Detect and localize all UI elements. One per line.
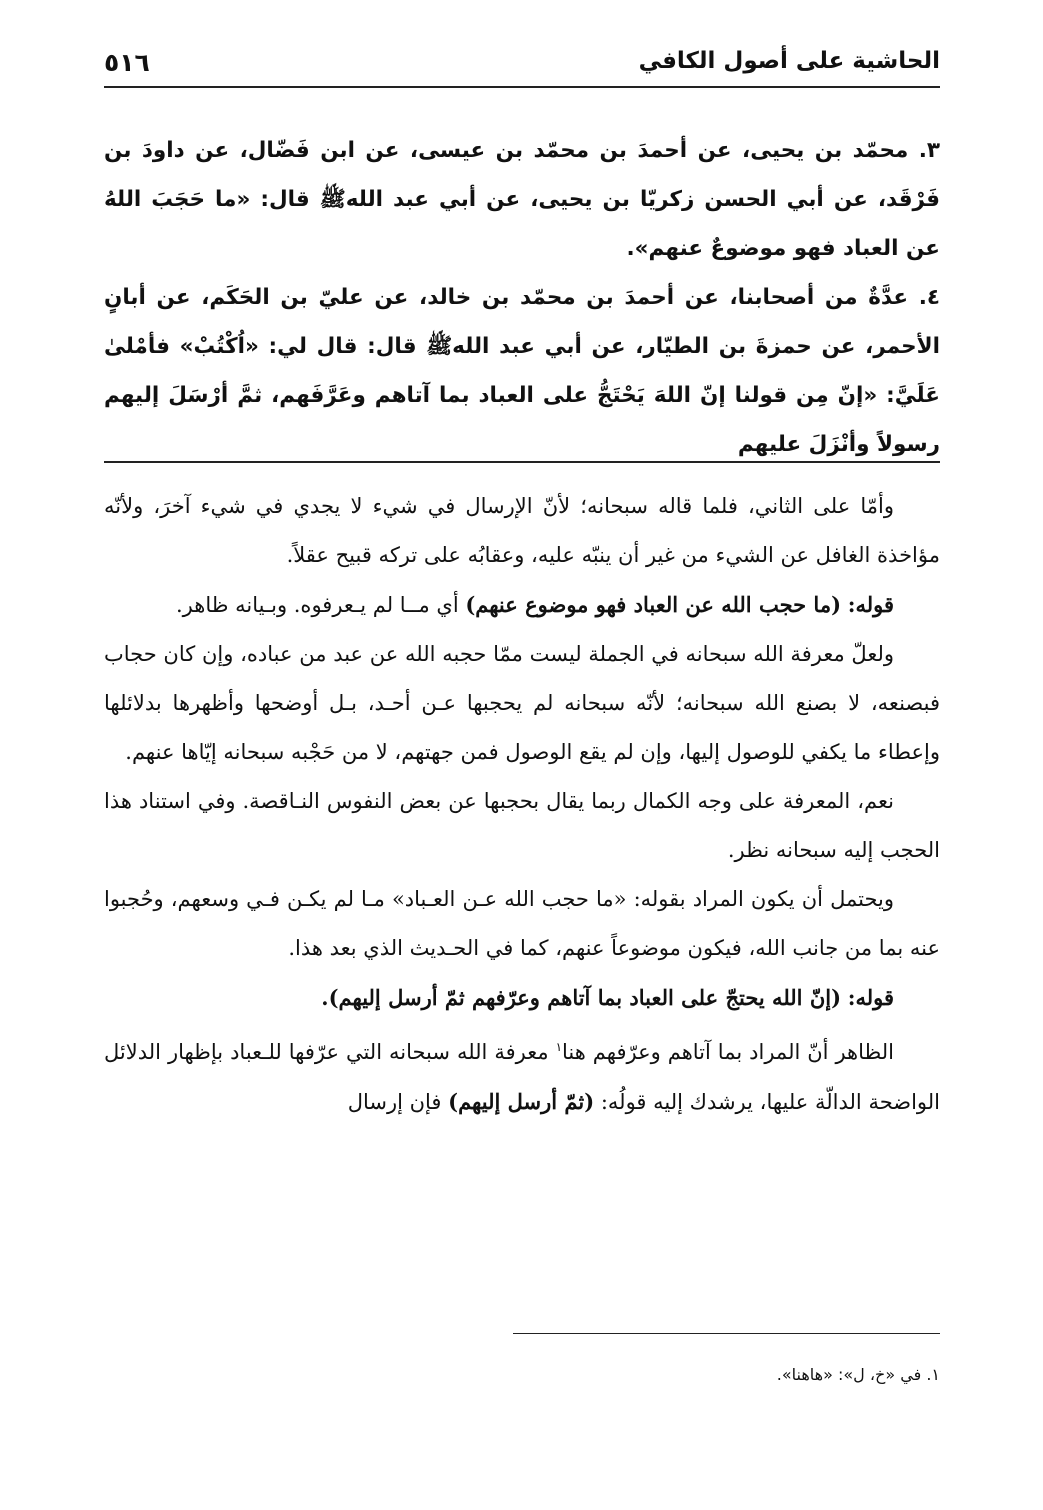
footnote-1: ١. في «خ، ل»: «هاهنا». [776, 1365, 940, 1384]
quoted-phrase: (ثمّ أرسل إليهم) [448, 1089, 595, 1114]
commentary-text: أي مــا لم يـعرفوه. وبـيانه ظاهر. [175, 593, 466, 617]
commentary-text: الظاهر أنّ المراد بما آتاهم وعرّفهم هنا [562, 1040, 894, 1064]
quote-label: قوله: [847, 592, 894, 617]
commentary-paragraph-3: ولعلّ معرفة الله سبحانه في الجملة ليست ممّا حجبه الله عن عبد من عباده، وإن كان حجاب فبصنعه، لا بصنع الله سبحانه؛ لأنّه سبحانه لم يحجبها عـن أحـد، بـل أوضحها وأظهرها بدلائلها وإعطاء ما يكفي للوصول إليها، وإن لم يقع الوصول فمن جهتهم، لا من حَجْبه سبحانه إيّاها عنهم. [104, 642, 940, 764]
quoted-phrase: (ما حجب الله عن العباد فهو موضوع عنهم) [465, 592, 842, 617]
footnote-marker: ١ [555, 1040, 563, 1054]
commentary-paragraph-2 [104, 580, 940, 630]
footnote-divider [513, 1333, 940, 1334]
commentary-paragraph-1: وأمّا على الثاني، فلما قاله سبحانه؛ لأنّ الإرسال في شيء لا يجدي في شيء آخرَ، ولأنّه مؤاخذة الغافل عن الشيء من غير أن ينبّه عليه، وعقابُه على تركه قبيح عقلاً. [104, 494, 940, 567]
quoted-phrase: (إنّ الله يحتجّ على العباد بما آتاهم وعرّفهم ثمّ أرسل إليهم). [321, 985, 842, 1010]
commentary-text: فإن إرسال [347, 1090, 449, 1114]
commentary-paragraph-4: نعم، المعرفة على وجه الكمال ربما يقال بحجبها عن بعض النفوس النـاقصة. وفي استناد هذا الحجب إليه سبحانه نظر. [104, 789, 940, 862]
main-divider [104, 461, 940, 463]
commentary-paragraph-6 [104, 973, 940, 1023]
page-number: ٥١٦ [104, 48, 150, 77]
commentary-paragraph-5: ويحتمل أن يكون المراد بقوله: «ما حجب الله عـن العـباد» مـا لم يكـن فـي وسعهم، وحُجبوا عنه بما من جانب الله، فيكون موضوعاً عنهم، كما في الحـديث الذي بعد هذا. [104, 887, 940, 960]
commentary-section [104, 482, 940, 1127]
footnotes-section [420, 1360, 940, 1390]
commentary-text: معرفة الله سبحانه التي عرّفها للـعباد بإظهار الدلائل الواضحة الدالّة عليها، يرشدك إليه قولُه: [104, 1040, 940, 1114]
hadith-item-3: ٣. محمّد بن يحيى، عن أحمدَ بن محمّد بن عيسى، عن ابن فَضّال، عن داودَ بن فَرْقَد، عن أبي الحسن زكريّا بن يحيى، عن أبي عبد اللهﷺ قال: «ما حَجَبَ اللهُ عن العباد فهو موضوعٌ عنهم». [104, 138, 940, 261]
running-title: الحاشية على أصول الكافي [638, 48, 940, 74]
commentary-paragraph-7 [104, 1023, 940, 1127]
page-header [104, 36, 940, 84]
header-divider [104, 86, 940, 88]
hadith-section [104, 126, 940, 469]
quote-label: قوله: [847, 985, 894, 1010]
hadith-item-4: ٤. عدَّةٌ من أصحابنا، عن أحمدَ بن محمّد بن خالد، عن عليّ بن الحَكَم، عن أبانٍ الأحمر، عن حمزةَ بن الطيّار، عن أبي عبد اللهﷺ قال: قال لي: «اُكْتُبْ» فأمْلىٰ عَلَيَّ: «إنّ مِن قولنا إنّ اللهَ يَحْتَجُّ على العباد بما آتاهم وعَرَّفَهم، ثمَّ أرْسَلَ إليهم رسولاً وأنْزَلَ عليهم [104, 285, 940, 457]
